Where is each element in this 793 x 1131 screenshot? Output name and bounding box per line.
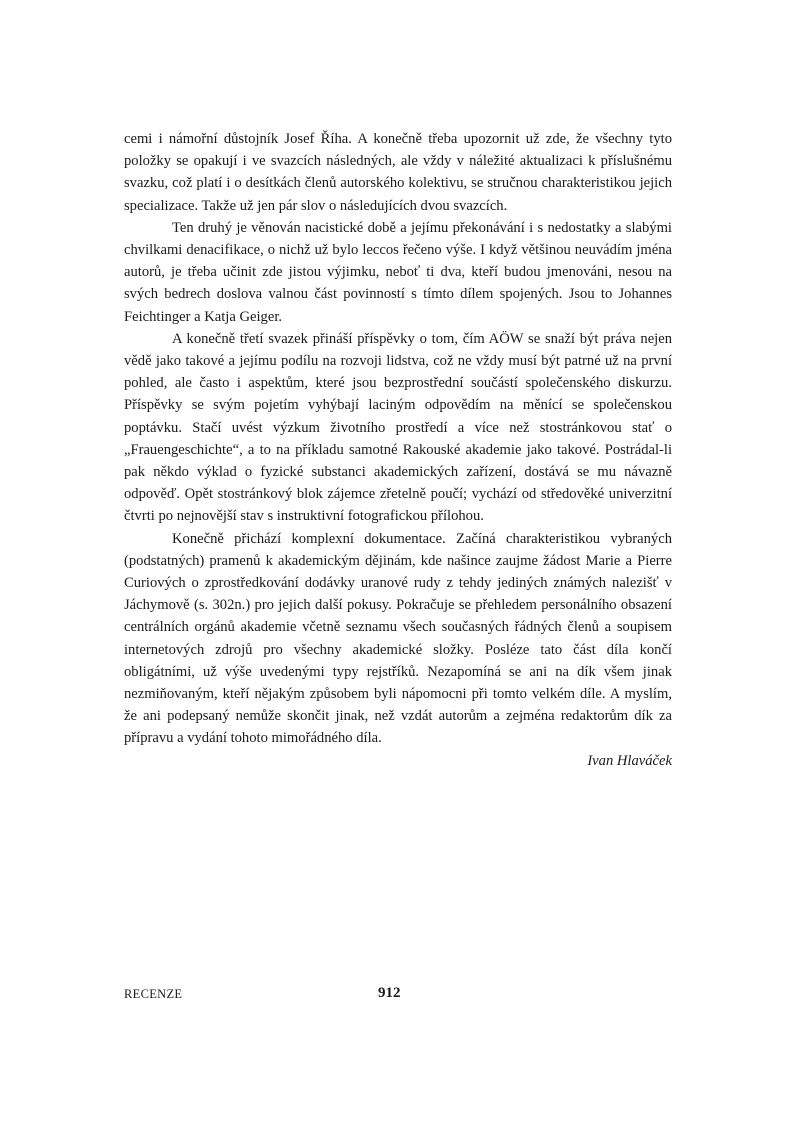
paragraph-4: Konečně přichází komplexní dokumentace. Začíná charakteristikou vybraných (podstatných) pramenů k akademickým dějinám, kde našince zaujme žádost Marie a Pierre Curiových o zprostředkování dodávky uranové rudy z tehdy jediných známých nalezišť v Jáchymově (s. 302n.) pro jejich další pokusy. Pokračuje se přehledem personálního obsazení centrálních orgánů akademie včetně seznamu všech současných řádných členů a soupisem internetových zdrojů pro všechny akademické složky. Posléze tato část díla končí obligátními, už výše uvedenými typy rejstříků. Nezapomíná se ani na dík všem jinak nezmiňovaným, kteří nějakým způsobem byli nápomocni při tomto velkém díle. A myslím, že ani podepsaný nemůže skončit jinak, než vzdát autorům a zejména redaktorům dík za přípravu a vydání tohoto mimořádného díla.	[124, 530, 672, 747]
article-body	[124, 128, 672, 772]
running-footer-section: RECENZE	[124, 987, 183, 1001]
paragraph-3: A konečně třetí svazek přináší příspěvky o tom, čím AÖW se snaží být práva nejen vědě jako takové a jejímu podílu na rozvoji lidstva, což ne vždy musí být patrné už na první pohled, ale často i aspektům, které jsou bezprostřední součástí společenského diskurzu. Příspěvky se svým pojetím vyhýbají laciným odpovědím na měnící se společenskou poptávku. Stačí uvést výzkum životního prostředí a více než stostránkovou stať o „Frauengeschichte“, a to na příkladu samotné Rakouské akademie jako takové. Postrádal-li pak někdo výklad o fyzické substanci akademických zařízení, dostává se mu návazně odpověď. Opět stostránkový blok zájemce zřetelně poučí; vychází od středověké univerzitní čtvrti po nejnovější stav s instruktivní fotografickou přílohou.	[124, 330, 672, 525]
paragraph-1: cemi i námořní důstojník Josef Říha. A konečně třeba upozornit už zde, že všechny tyto položky se opakují i ve svazcích následných, ale vždy v náležité aktualizaci k příslušnému svazku, což platí i o desítkách členů autorského kolektivu, se stručnou charakteristikou jejich specializace. Takže už jen pár slov o následujících dvou svazcích.	[124, 131, 672, 214]
paragraph-2: Ten druhý je věnován nacistické době a jejímu překonávání i s nedostatky a slabými chvilkami denacifikace, o nichž už bylo leccos řečeno výše. I když většinou neuvádím jména autorů, je třeba učinit zde jistou výjimku, neboť ti dva, kteří budou jmenováni, nesou na svých bedrech doslova valnou část povinností s tímto dílem spojených. Jsou to Johannes Feichtinger a Katja Geiger.	[124, 219, 672, 325]
author-signature: Ivan Hlaváček	[587, 752, 672, 769]
page-number: 912	[378, 985, 401, 1001]
